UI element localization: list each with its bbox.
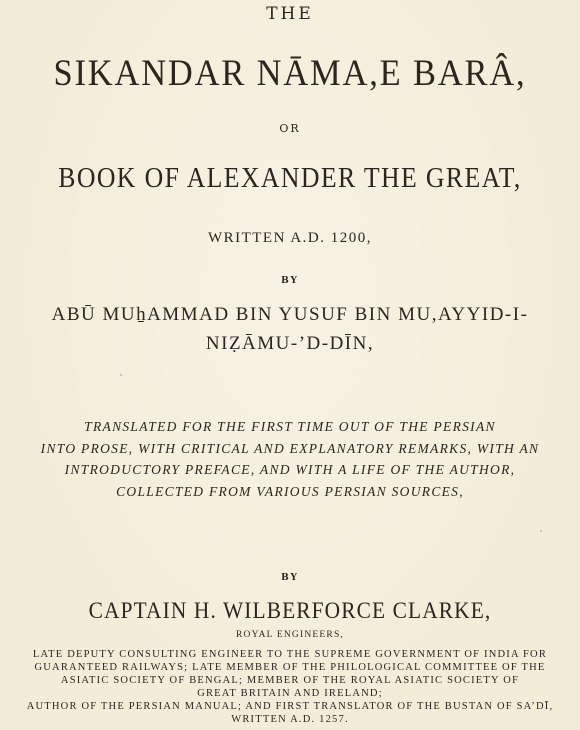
- credits-line: GUARANTEED RAILWAYS; LATE MEMBER OF THE PHILOLOGICAL COMMITTEE OF THE: [34, 662, 546, 673]
- paper-speck: [540, 530, 542, 532]
- royal-engineers: ROYAL ENGINEERS,: [235, 630, 345, 640]
- translated-line: TRANSLATED FOR THE FIRST TIME OUT OF THE PERSIAN: [84, 419, 496, 434]
- credits-line: LATE DEPUTY CONSULTING ENGINEER TO THE SUPREME GOVERNMENT OF INDIA FOR: [32, 649, 548, 660]
- credits-line: AUTHOR OF THE PERSIAN MANUAL; AND FIRST TRANSLATOR OF THE BUSTAN OF SA’DĪ,: [26, 701, 554, 712]
- by-label-translator: BY: [281, 573, 299, 583]
- or-connector: OR: [279, 122, 301, 135]
- translated-line: COLLECTED FROM VARIOUS PERSIAN SOURCES,: [116, 484, 464, 499]
- credits-line: GREAT BRITAIN AND IRELAND;: [197, 688, 383, 699]
- written-date: WRITTEN A.D. 1200,: [207, 230, 373, 246]
- author-name-line-1: ABŪ MUẖAMMAD BIN YUSUF BIN MU,AYYID-I-: [51, 304, 529, 325]
- paper-speck: [120, 374, 122, 376]
- subtitle: BOOK OF ALEXANDER THE GREAT,: [58, 163, 522, 194]
- translated-line: INTO PROSE, WITH CRITICAL AND EXPLANATORY REMARKS, WITH AN: [40, 441, 540, 456]
- credits-line: ASIATIC SOCIETY OF BENGAL; MEMBER OF THE ROYAL ASIATIC SOCIETY OF: [60, 675, 520, 686]
- author-name-line-2: NIẒĀMU-’D-DĪN,: [205, 333, 375, 354]
- the-heading: THE: [266, 4, 314, 24]
- translated-line: INTRODUCTORY PREFACE, AND WITH A LIFE OF THE AUTHOR,: [64, 462, 516, 477]
- by-label-author: BY: [281, 276, 299, 286]
- main-title: SIKANDAR NĀMA,E BARÂ,: [53, 53, 527, 94]
- credits-line: WRITTEN A.D. 1257.: [231, 714, 349, 725]
- translator-name: CAPTAIN H. WILBERFORCE CLARKE,: [88, 598, 492, 623]
